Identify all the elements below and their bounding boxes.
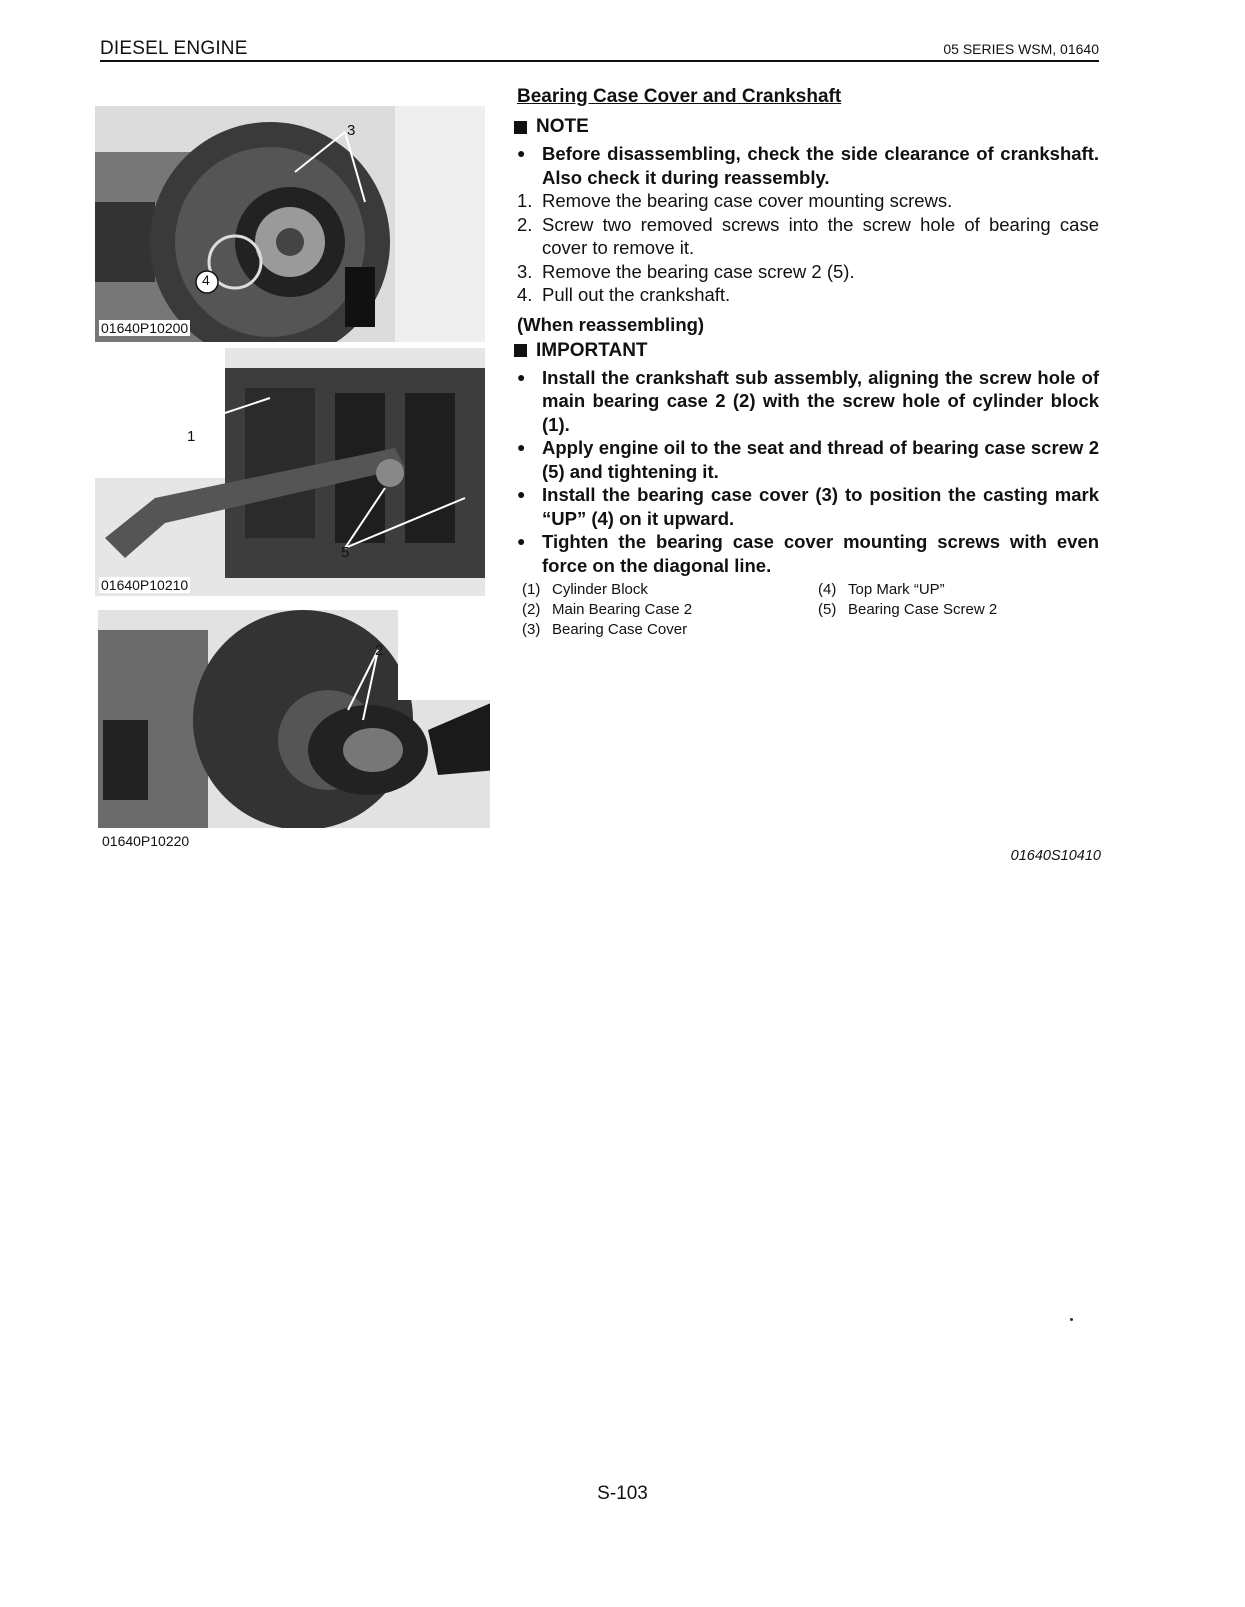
scan-speck: [1070, 1318, 1073, 1321]
legend-item: [818, 600, 997, 620]
step-text: Screw two removed screws into the screw hole of bearing case cover to remove it.: [542, 213, 1099, 258]
legend-column-left: [522, 580, 692, 640]
important-bullet: ● Tighten the bearing case cover mounting screws with even force on the diagonal line.: [517, 530, 1099, 577]
header-section-title: DIESEL ENGINE: [100, 38, 248, 59]
figure-code: 01640P10220: [102, 833, 190, 849]
note-bullet: ● Before disassembling, check the side clearance of crankshaft. Also check it during reassembly.: [517, 142, 1099, 189]
document-code: 01640S10410: [1010, 848, 1101, 864]
header-manual-id: 05 SERIES WSM, 01640: [943, 41, 1099, 57]
section-title: Bearing Case Cover and Crankshaft: [517, 86, 842, 107]
legend-number: (5): [818, 601, 837, 618]
note-heading: [514, 116, 1099, 138]
legend-label: Top Mark “UP”: [848, 581, 945, 598]
callout-2: 2: [375, 642, 384, 659]
step-item: [517, 189, 1099, 213]
callout-4: 4: [202, 272, 210, 288]
note-heading-text: NOTE: [536, 116, 589, 137]
photo-crankshaft-installation: [95, 348, 485, 596]
header-rule: [100, 60, 1099, 62]
figure-code: 01640P10200: [101, 320, 189, 336]
important-heading-text: IMPORTANT: [536, 339, 648, 361]
legend-number: (1): [522, 581, 541, 598]
legend-item: [522, 580, 692, 600]
photo-bearing-case-cover: [95, 92, 485, 342]
legend-label: Bearing Case Screw 2: [848, 601, 998, 618]
step-text: Remove the bearing case screw 2 (5).: [542, 260, 855, 282]
legend-label: Main Bearing Case 2: [552, 601, 693, 618]
when-reassembling-heading: (When reassembling): [517, 313, 705, 335]
important-bullet: ● Install the bearing case cover (3) to position the casting mark “UP” (4) on it upward.: [517, 483, 1099, 530]
legend-label: Bearing Case Cover: [552, 621, 688, 638]
step-text: Remove the bearing case cover mounting screws.: [542, 190, 953, 211]
legend-item: [818, 580, 997, 600]
legend-number: (3): [522, 621, 541, 638]
step-number: 3.: [517, 260, 533, 282]
step-item: [517, 260, 1099, 284]
photo-main-bearing-case: [98, 600, 490, 828]
page-number: S-103: [597, 1483, 648, 1504]
step-number: 1.: [517, 190, 533, 211]
step-number: 2.: [517, 213, 533, 235]
callout-3: 3: [347, 122, 356, 139]
important-bullet: ● Apply engine oil to the seat and thread of bearing case screw 2 (5) and tightening it.: [517, 436, 1099, 483]
callout-5: 5: [341, 544, 350, 561]
step-number: 4.: [517, 284, 533, 305]
important-heading: [514, 340, 1099, 362]
step-item: [517, 213, 1099, 260]
legend-number: (4): [818, 581, 837, 598]
figure-code: 01640P10210: [101, 577, 189, 593]
legend-number: (2): [522, 601, 541, 618]
step-item: [517, 283, 1099, 307]
step-text: Pull out the crankshaft.: [542, 284, 731, 305]
square-bullet-icon: [514, 344, 527, 357]
legend-item: [522, 620, 692, 640]
square-bullet-icon: [514, 121, 527, 134]
legend-column-right: [818, 580, 997, 620]
legend-item: [522, 600, 692, 620]
callout-1: 1: [187, 428, 196, 445]
legend-label: Cylinder Block: [552, 581, 648, 598]
procedure-text: [517, 86, 1099, 577]
important-bullet: ● Install the crankshaft sub assembly, aligning the screw hole of main bearing case 2 (2) with the screw hole of cylinder block (1).: [517, 366, 1099, 437]
